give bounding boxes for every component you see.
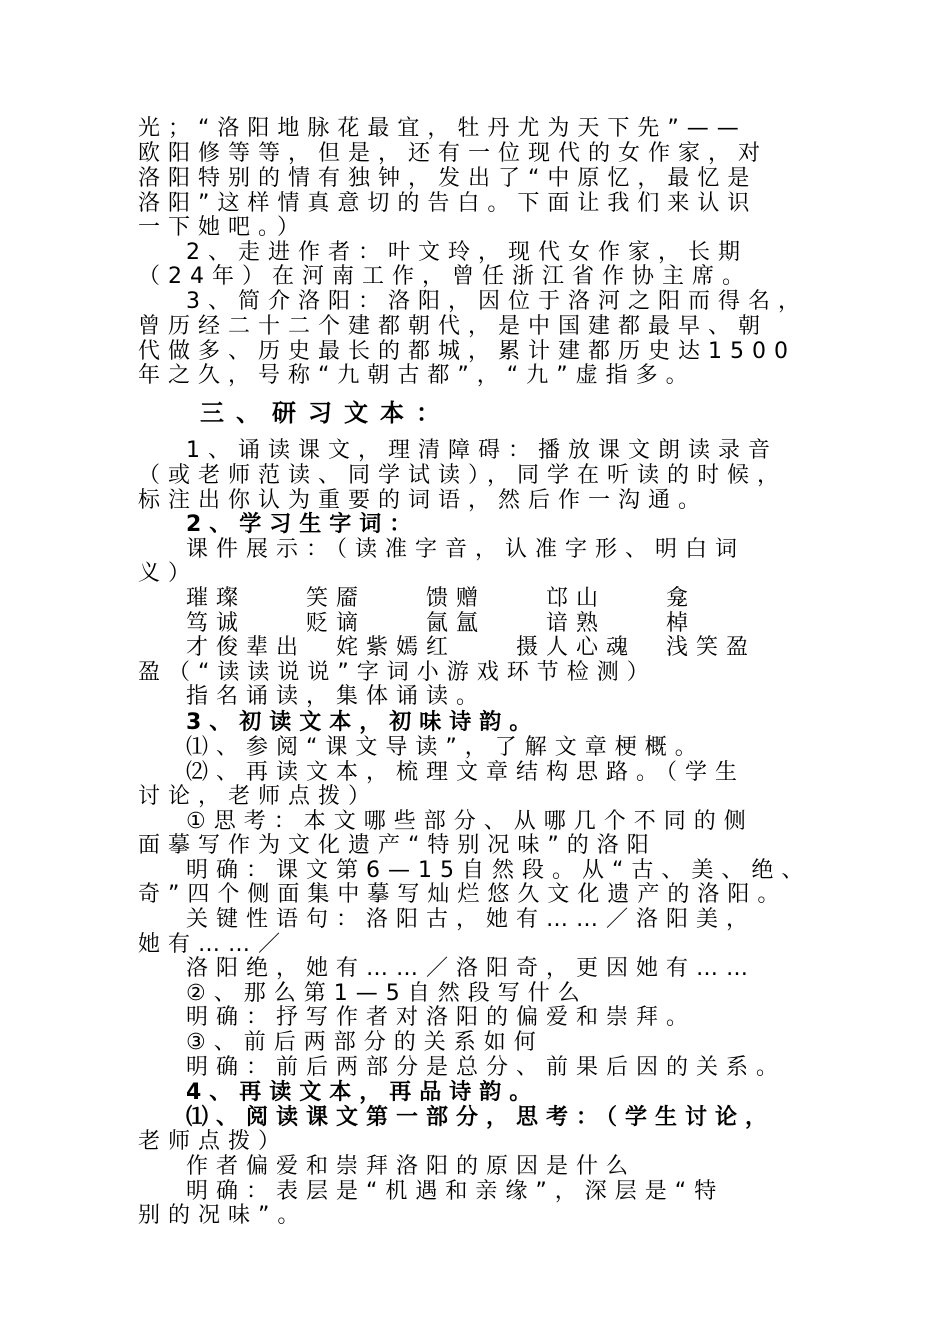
section-heading: 三、研习文本：	[200, 399, 452, 427]
text-line: ⑴、参阅“课文导读”，了解文章梗概。	[186, 735, 705, 760]
text-line: 奇”四个侧面集中摹写灿烂悠久文化遗产的洛阳。	[138, 882, 788, 907]
text-line: 义）	[138, 561, 199, 586]
subsection-heading: 3、初读文本，初味诗韵。	[186, 710, 540, 735]
text-line: 讨论，老师点拨）	[138, 784, 379, 809]
text-line: （或老师范读、同学试读），同学在听读的时候，	[138, 463, 788, 488]
text-line: 洛阳特别的情有独钟，发出了“中原忆，最忆是	[138, 166, 758, 191]
text-line: 3、简介洛阳：洛阳，因位于洛河之阳而得名，	[186, 289, 808, 314]
text-line: 年之久，号称“九朝古都”，“九”虚指多。	[138, 363, 696, 388]
subsection-heading: 4、再读文本，再品诗韵。	[186, 1080, 540, 1105]
text-line: 面摹写作为文化遗产“特别况味”的洛阳	[138, 833, 657, 858]
text-line: 老师点拨）	[138, 1129, 289, 1154]
text-line: 光；“洛阳地脉花最宜，牡丹尤为天下先”——	[138, 116, 747, 141]
text-line: 明确：课文第6—15自然段。从“古、美、绝、	[186, 858, 812, 883]
text-line: 代做多、历史最长的都城，累计建都历史达1500	[138, 339, 796, 364]
text-line: ③、前后两部分的关系如何	[186, 1030, 544, 1055]
vocab-row: 璀璨 笑靥 馈赠 邙山 龛	[186, 586, 697, 611]
vocab-row: 才俊辈出 姹紫嫣红 摄人心魂 浅笑盈	[186, 635, 757, 660]
subsection-heading: 2、学习生字词：	[186, 512, 420, 537]
text-line: 明确：表层是“机遇和亲缘”，深层是“特	[186, 1179, 725, 1204]
text-line: ②、那么第1—5自然段写什么	[186, 981, 588, 1006]
text-line: ⑵、再读文本，梳理文章结构思路。（学生	[186, 760, 746, 785]
text-line: 标注出你认为重要的词语，然后作一沟通。	[138, 488, 709, 513]
text-line: 关键性语句：洛阳古，她有……／洛阳美，	[186, 907, 757, 932]
text-line: 她有……／	[138, 932, 289, 957]
text-line: 盈（“读读说说”字词小游戏环节检测）	[138, 660, 657, 685]
vocab-row: 笃诚 贬谪 氤氲 谙熟 棹	[186, 611, 697, 636]
text-line: 洛阳绝，她有……／洛阳奇，更因她有……	[186, 956, 757, 981]
text-line: 洛阳”这样情真意切的告白。下面让我们来认识	[138, 191, 758, 216]
text-line: 作者偏爱和崇拜洛阳的原因是什么	[186, 1154, 637, 1179]
text-line: ①思考：本文哪些部分、从哪几个不同的侧	[186, 809, 754, 834]
text-line: 曾历经二十二个建都朝代，是中国建都最早、朝	[138, 314, 769, 339]
text-line: 一下她吧。）	[138, 215, 308, 240]
text-line: 欧阳修等等，但是，还有一位现代的女作家，对	[138, 141, 769, 166]
text-line: 别的况味”。	[138, 1203, 308, 1228]
text-line: ⑴、阅读课文第一部分，思考：（学生讨论，	[186, 1105, 776, 1130]
text-line: 明确：抒写作者对洛阳的偏爱和崇拜。	[186, 1005, 697, 1030]
text-line: 明确：前后两部分是总分、前果后因的关系。	[186, 1055, 787, 1080]
text-line: 指名诵读，集体诵读。	[186, 684, 487, 709]
text-line: 1、诵读课文，理清障碍：播放课文朗读录音	[186, 438, 778, 463]
text-line: 2、走进作者：叶文玲，现代女作家，长期	[186, 240, 748, 265]
text-line: （24年）在河南工作，曾任浙江省作协主席。	[138, 264, 752, 289]
text-line: 课件展示：（读准字音，认准字形、明白词	[186, 537, 746, 562]
